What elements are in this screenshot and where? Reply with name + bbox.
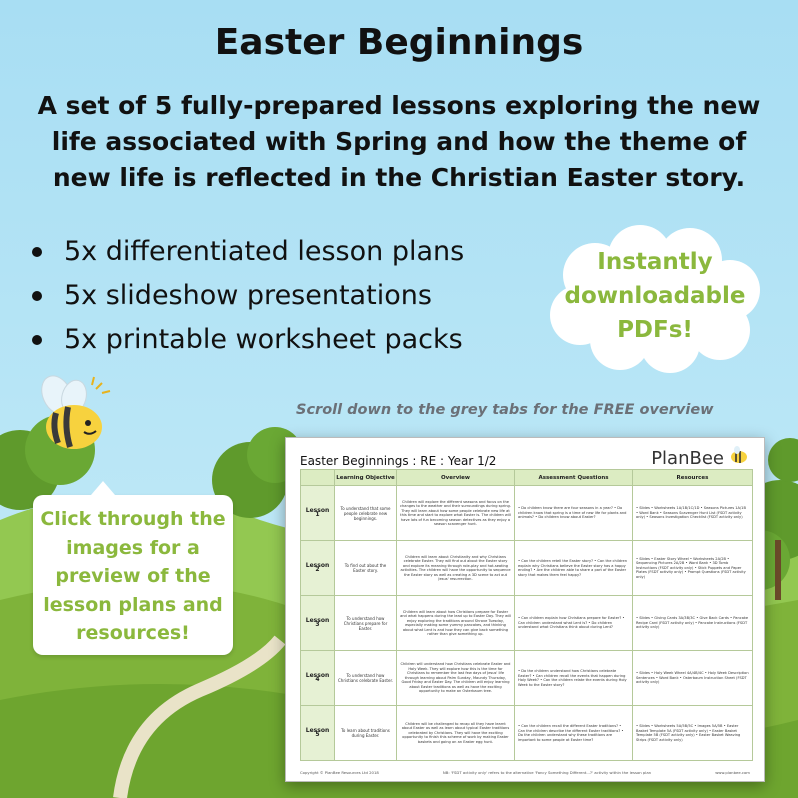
learning-objective: To find out about the Easter story. [335, 541, 397, 596]
overview-cell: Children will learn about how Christians prepare for Easter and what happens during the lead up to Easter Day. They will enjoy exploring the traditions around Shrove Tuesday, especially making some yummy pancakes, and thinking about what Lent is and how they can give back something rather than give something up. [397, 596, 515, 651]
column-header: Resources [633, 470, 753, 486]
table-row [301, 541, 753, 596]
scroll-hint: Scroll down to the grey tabs for the FREE overview [296, 402, 714, 418]
feature-item: 5x differentiated lesson plans [28, 230, 464, 274]
overview-cell: Children will understand how Christians celebrate Easter and Holy Week. They will explore how this is the time for Christians to remember the last few days of Jesus' life through learning about Palm Sunday, Maundy Thursday, Good Friday and Easter Day. The children will enjoy learning about Easter traditions as well as have the exciting opportunity to make an Osterbaum tree. [397, 651, 515, 706]
footnote-text: NB: 'FSDT activity only' refers to the alternative 'Fancy Something Different...?' activity within the lesson plan [442, 770, 652, 775]
overview-cell: Children will learn about Christianity and why Christians celebrate Easter. They will find out about the Easter story and explore its meaning through role-play and hot-seating activities. The children will have the opportunity to sequence the Easter story as well as creating a 3D scene to act out Jesus' resurrection. [397, 541, 515, 596]
resources-cell: • Slides • Giving Cards 3A/3B/3C • Give Back Cards • Pancake Recipe Card (FSDT activity only) • Pancake Instructions (FSDT activity only) [633, 596, 753, 651]
column-header: Overview [397, 470, 515, 486]
resources-cell: • Slides • Worksheets 1A/1B/1C/1D • Seasons Pictures 1A/1B • Word Bank • Seasons Scavenger Hunt List (FSDT activity only) • Seasons Investigation Checklist (FSDT activity only) [633, 486, 753, 541]
lesson-label: Lesson 1 [301, 486, 335, 541]
brand-logo: PlanBee [651, 448, 724, 469]
document-title: Easter Beginnings : RE : Year 1/2 [300, 454, 497, 468]
bullet-icon [32, 291, 42, 301]
overview-cell: Children will be challenged to recap all they have learnt about Easter as well as learn about typical Easter traditions celebrated by Christians. They will have the exciting opportunity to finish this scheme of work by making Easter baskets and going on an Easter egg hunt. [397, 706, 515, 761]
assessment-cell: • Do the children understand how Christians celebrate Easter? • Can children recall the events that happen during Holy Week? • Can the children relate the events during Holy Week to the Easter story? [515, 651, 633, 706]
page-title: Easter Beginnings [214, 22, 584, 63]
learning-objective: To understand how Christians prepare for Easter. [335, 596, 397, 651]
lesson-overview-preview[interactable] [285, 437, 765, 782]
assessment-cell: • Can the children retell the Easter story? • Can the children explain why Christians believe the Easter story has a happy ending? • Are the children able to share a part of the Easter story that makes them feel happy? [515, 541, 633, 596]
table-row [301, 486, 753, 541]
bullet-icon [32, 247, 42, 257]
column-header [301, 470, 335, 486]
column-header: Learning Objective [335, 470, 397, 486]
learning-objective: To understand how Christians celebrate Easter. [335, 651, 397, 706]
instant-download-badge: Instantly downloadable PDFs! [564, 249, 746, 343]
assessment-cell: • Do children know there are four seasons in a year? • Do children know that spring is a time of new life for plants and animals? • Do children know about Easter? [515, 486, 633, 541]
resources-cell: • Slides • Easter Story Wheel • Worksheets 2A/2B • Sequencing Pictures 2A/2B • Word Bank • 3D Tomb Instructions (FSDT activity only) • Stick Puppets and Paper Plates (FSDT activity only) • Prompt Questions (FSDT activity only) [633, 541, 753, 596]
assessment-cell: • Can the children recall the different Easter traditions? • Can the children describe the different Easter traditions? • Do the children understand why these traditions are important to some people at Easter time? [515, 706, 633, 761]
lesson-label: Lesson 2 [301, 541, 335, 596]
bullet-icon [32, 335, 42, 345]
lesson-label: Lesson 3 [301, 596, 335, 651]
copyright-text: Copyright © PlanBee Resources Ltd 2018 [300, 770, 379, 775]
resources-cell: • Slides • Holy Week Wheel 4A/4B/4C • Holy Week Description Sentences • Word Bank • Osterbaum Instruction Sheet (FSDT activity only) [633, 651, 753, 706]
page-subtitle: A set of 5 fully-prepared lessons exploring the new life associated with Spring and how the theme of new life is reflected in the Christian Easter story. [37, 91, 761, 192]
table-row [301, 651, 753, 706]
column-header: Assessment Questions [515, 470, 633, 486]
bee-logo-icon [728, 446, 750, 464]
feature-list [28, 230, 464, 362]
table-row [301, 596, 753, 651]
lesson-label: Lesson 5 [301, 706, 335, 761]
document-footer [300, 770, 750, 775]
learning-objective: To learn about traditions during Easter. [335, 706, 397, 761]
lesson-label: Lesson 4 [301, 651, 335, 706]
website-link[interactable]: www.planbee.com [715, 770, 750, 775]
feature-item: 5x printable worksheet packs [28, 318, 464, 362]
lessons-table [300, 469, 753, 761]
overview-cell: Children will explore the different seasons and focus on the changes to the weather and their surroundings during spring. They will learn about how some people celebrate new life at this time and start to explore what Easter is. The children will have lots of fun becoming season detectives as they enjoy a season scavenger hunt. [397, 486, 515, 541]
learning-objective: To understand that some people celebrate new beginnings. [335, 486, 397, 541]
bee-icon [22, 375, 112, 455]
resources-cell: • Slides • Worksheets 5A/5B/5C • Images 5A/5B • Easter Basket Template 5A (FSDT activity only) • Easter Basket Template 5B (FSDT activity only) • Easter Basket Weaving Strips (FSDT activity only) [633, 706, 753, 761]
assessment-cell: • Can children explain how Christians prepare for Easter? • Can children understand what Lent is? • Do children understand what Christians think about during Lent? [515, 596, 633, 651]
table-row [301, 706, 753, 761]
preview-callout: Click through the images for a preview of the lesson plans and resources! [33, 495, 233, 655]
feature-item: 5x slideshow presentations [28, 274, 464, 318]
